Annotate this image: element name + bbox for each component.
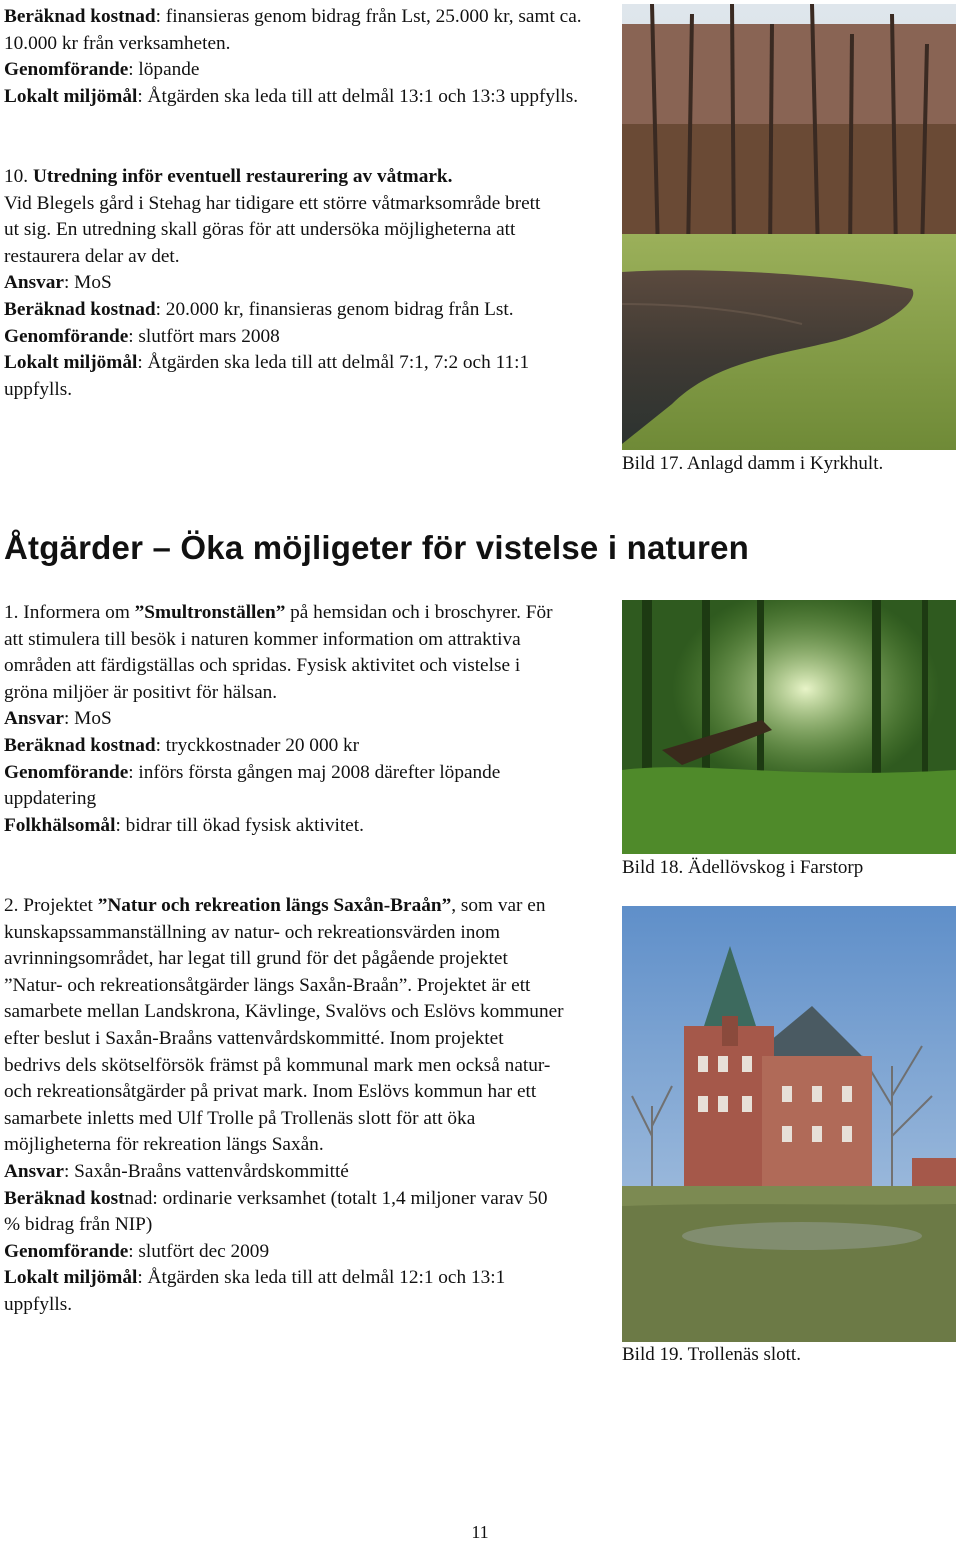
impl-label: Genomförande: [4, 325, 129, 347]
cost-label: Beräknad kostnad: [4, 734, 156, 756]
resp-text: : MoS: [64, 272, 112, 294]
cost-label: Beräknad kostnad: [4, 6, 156, 27]
prev-section-text: [4, 4, 604, 110]
cost-label-suffix: nad: [124, 1187, 153, 1209]
impl-text: : slutfört mars 2008: [128, 325, 280, 347]
item-1: [4, 600, 564, 839]
cost-label: Beräknad kostnad: [4, 298, 156, 320]
item-prefix: 2. Projektet: [4, 895, 98, 916]
goal-text: : Åtgärden ska leda till att delmål 12:1 och 13:1 uppfylls.: [4, 1267, 506, 1315]
item-2: [4, 893, 564, 1319]
photo-pond: [622, 4, 956, 450]
resp-text: : Saxån-Braåns vattenvårdskommitté: [64, 1160, 349, 1182]
cost-label: Beräknad kost: [4, 1187, 125, 1209]
impl-text: : slutfört dec 2009: [128, 1240, 270, 1262]
impl-label: Genomförande: [4, 761, 129, 783]
item-body: , som var en kunskapssammanställning av natur- och rekreationsvärden inom avrinningsområdet, har legat till grund för det pågående projektet ”Natur- och rekreationsåtgärder längs Saxån-Braån”. Projektet är ett samarbete mellan Landskrona, Kävlinge, Svalövs och Eslövs kommuner efter beslut i Saxån-Braåns vattenvårdskommitté. Inom projektet bedrivs dels skötselförsök främst på kommunal mark men också natur- och rekreationsåtgärder på privat mark. Inom Eslövs kommun har ett samarbete inletts med Ulf Trolle på Trollenäs slott för att öka möjligheterna för rekreation längs Saxån.: [4, 895, 564, 1156]
item-title: ”Smultronställen”: [134, 602, 286, 623]
caption-photo-17: Bild 17. Anlagd damm i Kyrkhult.: [622, 453, 884, 474]
cost-text: : 20.000 kr, finansieras genom bidrag från Lst.: [155, 298, 514, 320]
photo-forest: [622, 600, 956, 854]
page-number: 11: [471, 1522, 489, 1542]
impl-label: Genomförande: [4, 59, 129, 81]
item-title: Utredning inför eventuell restaurering av våtmark.: [32, 166, 453, 187]
section-heading: Åtgärder – Öka möjligeter för vistelse i naturen: [4, 529, 749, 566]
goal-label: Lokalt miljömål: [4, 352, 138, 374]
goal-text: : Åtgärden ska leda till att delmål 13:1 och 13:3 uppfylls.: [137, 85, 579, 107]
impl-text: : löpande: [128, 59, 200, 81]
cost-text: : finansieras genom bidrag från Lst, 25.000 kr, samt ca. 10.000 kr från verksamheten.: [4, 6, 582, 54]
item-number: 10.: [4, 166, 29, 187]
goal-text: : Åtgärden ska leda till att delmål 7:1, 7:2 och 11:1 uppfylls.: [4, 352, 530, 400]
item-body: på hemsidan och i broschyrer. För att stimulera till besök i naturen kommer information om attraktiva områden att färdigställas och spridas. Fysisk aktivitet och vistelse i gröna miljöer är positivt för hälsan.: [4, 602, 553, 703]
cost-text: : tryckkostnader 20 000 kr: [155, 734, 360, 756]
health-text: : bidrar till ökad fysisk aktivitet.: [115, 814, 364, 836]
resp-label: Ansvar: [4, 272, 64, 294]
item-body: Vid Blegels gård i Stehag har tidigare ett större våtmarksområde brett ut sig. En utredning skall göras för att undersöka möjligheterna att restaurera delar av det.: [4, 192, 541, 267]
resp-text: : MoS: [64, 708, 112, 730]
resp-label: Ansvar: [4, 1160, 64, 1182]
photo-castle: [622, 906, 956, 1342]
caption-photo-19: Bild 19. Trollenäs slott.: [622, 1344, 801, 1365]
impl-label: Genomförande: [4, 1240, 129, 1262]
item-title: ”Natur och rekreation längs Saxån-Braån”: [97, 895, 452, 916]
health-label: Folkhälsomål: [4, 814, 116, 836]
caption-photo-18: Bild 18. Ädellövskog i Farstorp: [622, 857, 864, 878]
item-prefix: 1. Informera om: [4, 602, 135, 623]
goal-label: Lokalt miljömål: [4, 1267, 138, 1289]
goal-label: Lokalt miljömål: [4, 85, 138, 107]
cost-text: : ordinarie verksamhet (totalt 1,4 miljoner varav 50 % bidrag från NIP): [4, 1187, 548, 1236]
resp-label: Ansvar: [4, 708, 64, 730]
impl-text: : införs första gången maj 2008 därefter löpande uppdatering: [4, 761, 501, 810]
item-10: [4, 164, 544, 403]
